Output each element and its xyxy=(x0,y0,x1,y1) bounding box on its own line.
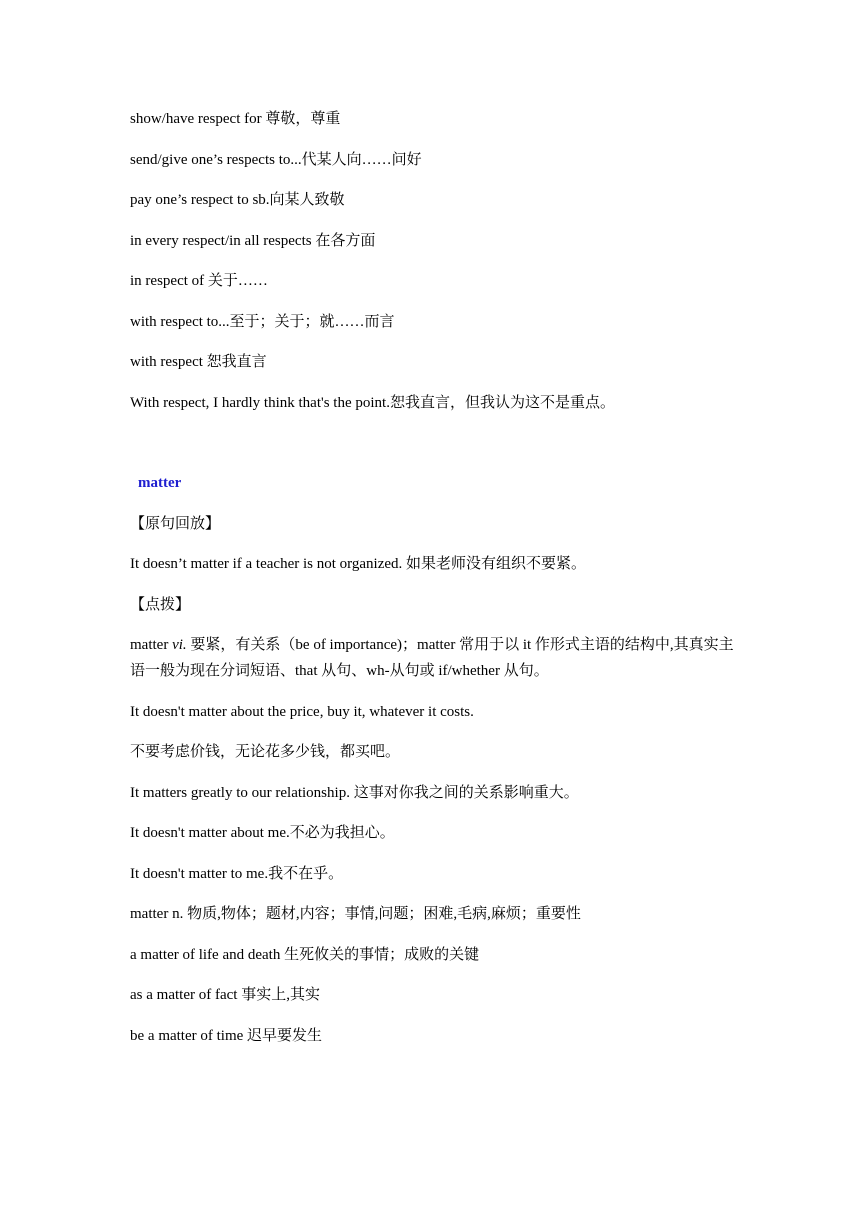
tip-word: matter xyxy=(130,637,173,653)
phrase-line: with respect to...至于；关于；就……而言 xyxy=(130,314,395,330)
definition-line: matter n. 物质,物体；题材,内容；事情,问题；困难,毛病,麻烦；重要性 xyxy=(130,906,581,922)
example-translation: 不要考虑价钱，无论花多少钱，都买吧。 xyxy=(130,744,401,760)
section-heading: matter xyxy=(138,475,182,491)
tip-pos: vi. xyxy=(172,637,187,653)
tip-paragraph xyxy=(130,632,740,684)
phrase-line: be a matter of time 迟早要发生 xyxy=(130,1028,323,1044)
phrase-line: a matter of life and death 生死攸关的事情；成败的关键 xyxy=(130,947,480,963)
example-sentence: It doesn't matter about me.不必为我担心。 xyxy=(130,825,395,841)
tip-rest: 要紧，有关系（be of importance)；matter 常用于以 it 作形式主语的结构中,其真实主语一般为现在分词短语、that 从句、wh-从句或 if/whether 从句。 xyxy=(130,637,734,679)
example-sentence: It doesn't matter about the price, buy it, whatever it costs. xyxy=(130,704,474,720)
phrase-line: in every respect/in all respects 在各方面 xyxy=(130,233,376,249)
example-sentence: It doesn't matter to me.我不在乎。 xyxy=(130,866,344,882)
phrase-line: send/give one’s respects to...代某人向……问好 xyxy=(130,152,422,168)
example-sentence: It matters greatly to our relationship. 这事对你我之间的关系影响重大。 xyxy=(130,785,579,801)
phrase-line: as a matter of fact 事实上,其实 xyxy=(130,987,320,1003)
phrase-line: with respect 恕我直言 xyxy=(130,354,267,370)
original-label: 【原句回放】 xyxy=(130,516,221,532)
tips-label: 【点拨】 xyxy=(130,597,191,613)
example-sentence: With respect, I hardly think that's the point.恕我直言，但我认为这不是重点。 xyxy=(130,395,615,411)
original-sentence: It doesn’t matter if a teacher is not organized. 如果老师没有组织不要紧。 xyxy=(130,556,587,572)
phrase-line: show/have respect for 尊敬，尊重 xyxy=(130,111,341,127)
phrase-line: pay one’s respect to sb.向某人致敬 xyxy=(130,192,345,208)
phrase-line: in respect of 关于…… xyxy=(130,273,268,289)
